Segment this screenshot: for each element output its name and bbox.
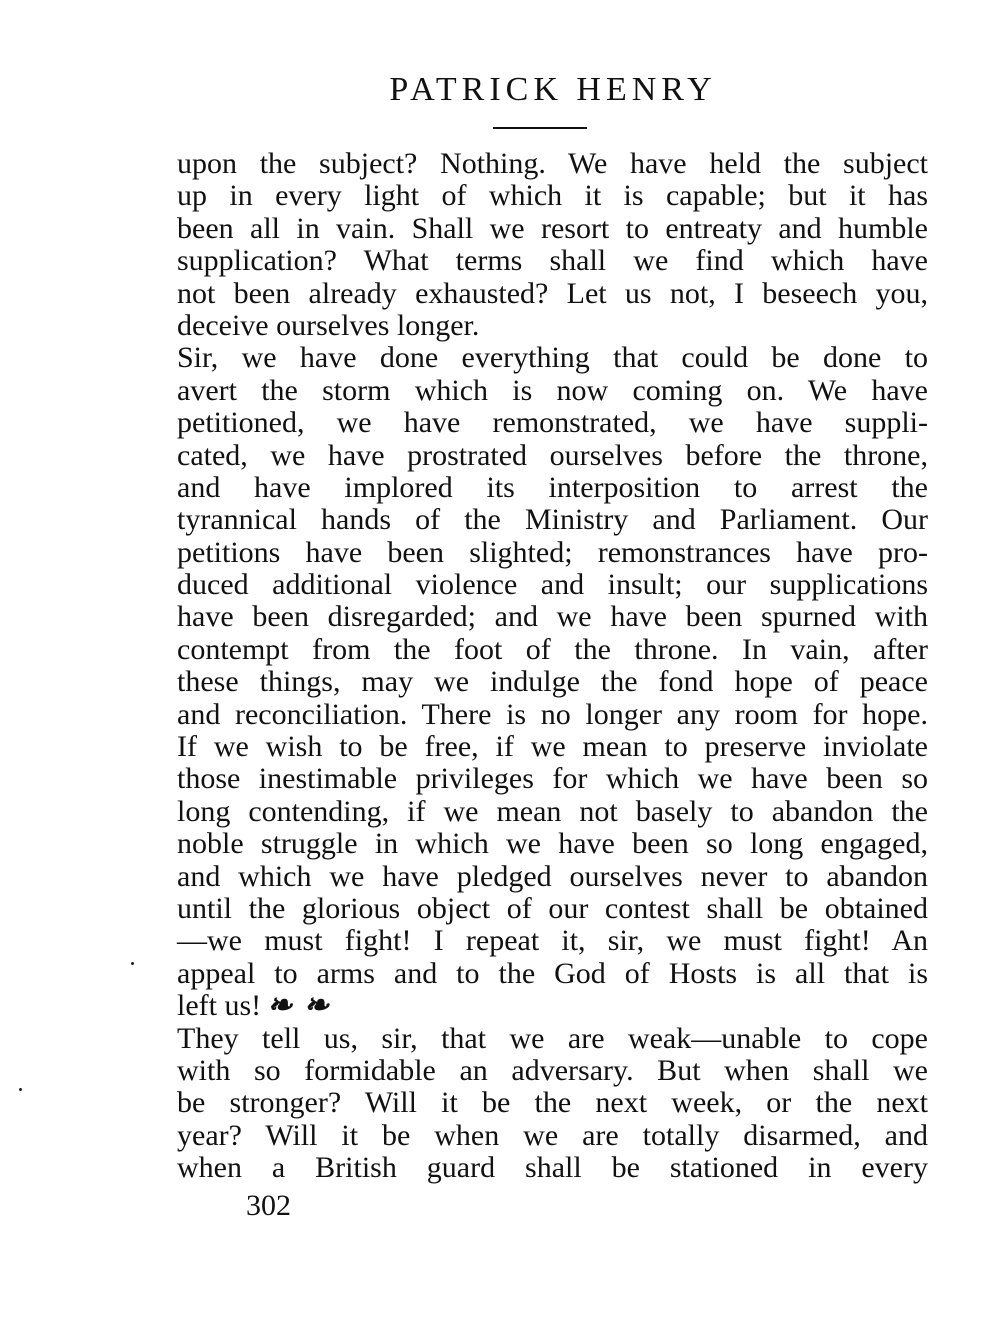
text-line: —we must fight! I repeat it, sir, we must fight! An <box>177 924 928 958</box>
text-line: They tell us, sir, that we are weak—unable to cope <box>177 1021 928 1055</box>
paragraph-ornament-icon: ❧ ❧ <box>267 989 331 1023</box>
text-line: supplication? What terms shall we find which have <box>177 244 928 278</box>
text-line: and have implored its interposition to arrest the <box>177 470 928 504</box>
text-line-with-ornament <box>177 990 928 1022</box>
text-line: with so formidable an adversary. But when shall we <box>177 1053 928 1087</box>
text-line: when a British guard shall be stationed in every <box>177 1151 928 1185</box>
text-line: been all in vain. Shall we resort to entreaty and humble <box>177 211 928 245</box>
text-line: these things, may we indulge the fond hope of peace <box>177 665 928 699</box>
text-line: upon the subject? Nothing. We have held the subject <box>177 147 928 180</box>
text-line: petitions have been slighted; remonstrances have pro- <box>177 535 928 569</box>
text-line: noble struggle in which we have been so long engaged, <box>177 827 928 861</box>
scan-speck <box>19 1088 22 1091</box>
text-line: tyrannical hands of the Ministry and Parliament. Our <box>177 503 928 537</box>
text-line: year? Will it be when we are totally disarmed, and <box>177 1118 928 1152</box>
text-line: those inestimable privileges for which we have been so <box>177 762 928 796</box>
text-line: avert the storm which is now coming on. We have <box>177 373 928 407</box>
page-number: 302 <box>246 1189 291 1222</box>
text-line: If we wish to be free, if we mean to preserve inviolate <box>177 730 928 764</box>
text-line: petitioned, we have remonstrated, we have suppli- <box>177 406 928 440</box>
text-line: have been disregarded; and we have been spurned with <box>177 600 928 634</box>
text-line: cated, we have prostrated ourselves before the throne, <box>177 438 928 472</box>
text-line: until the glorious object of our contest shall be obtained <box>177 891 928 925</box>
text-line: up in every light of which it is capable; but it has <box>177 179 928 213</box>
text-line: Sir, we have done everything that could be done to <box>177 341 928 375</box>
text-line: not been already exhausted? Let us not, I beseech you, <box>177 276 928 310</box>
text-line: and reconciliation. There is no longer any room for hope. <box>177 697 928 731</box>
body-text <box>177 148 928 1185</box>
text-line: and which we have pledged ourselves never to abandon <box>177 859 928 893</box>
text-line: appeal to arms and to the God of Hosts is all that is <box>177 956 928 990</box>
text-line: duced additional violence and insult; our supplications <box>177 568 928 602</box>
text-line: long contending, if we mean not basely to abandon the <box>177 794 928 828</box>
scan-speck <box>131 962 134 965</box>
running-head: PATRICK HENRY <box>389 71 717 108</box>
text-line: contempt from the foot of the throne. In vain, after <box>177 632 928 666</box>
head-rule <box>493 127 587 129</box>
text-line: deceive ourselves longer. <box>177 308 480 342</box>
text-line: be stronger? Will it be the next week, or the next <box>177 1086 928 1120</box>
text-line-last: left us! <box>177 989 262 1023</box>
